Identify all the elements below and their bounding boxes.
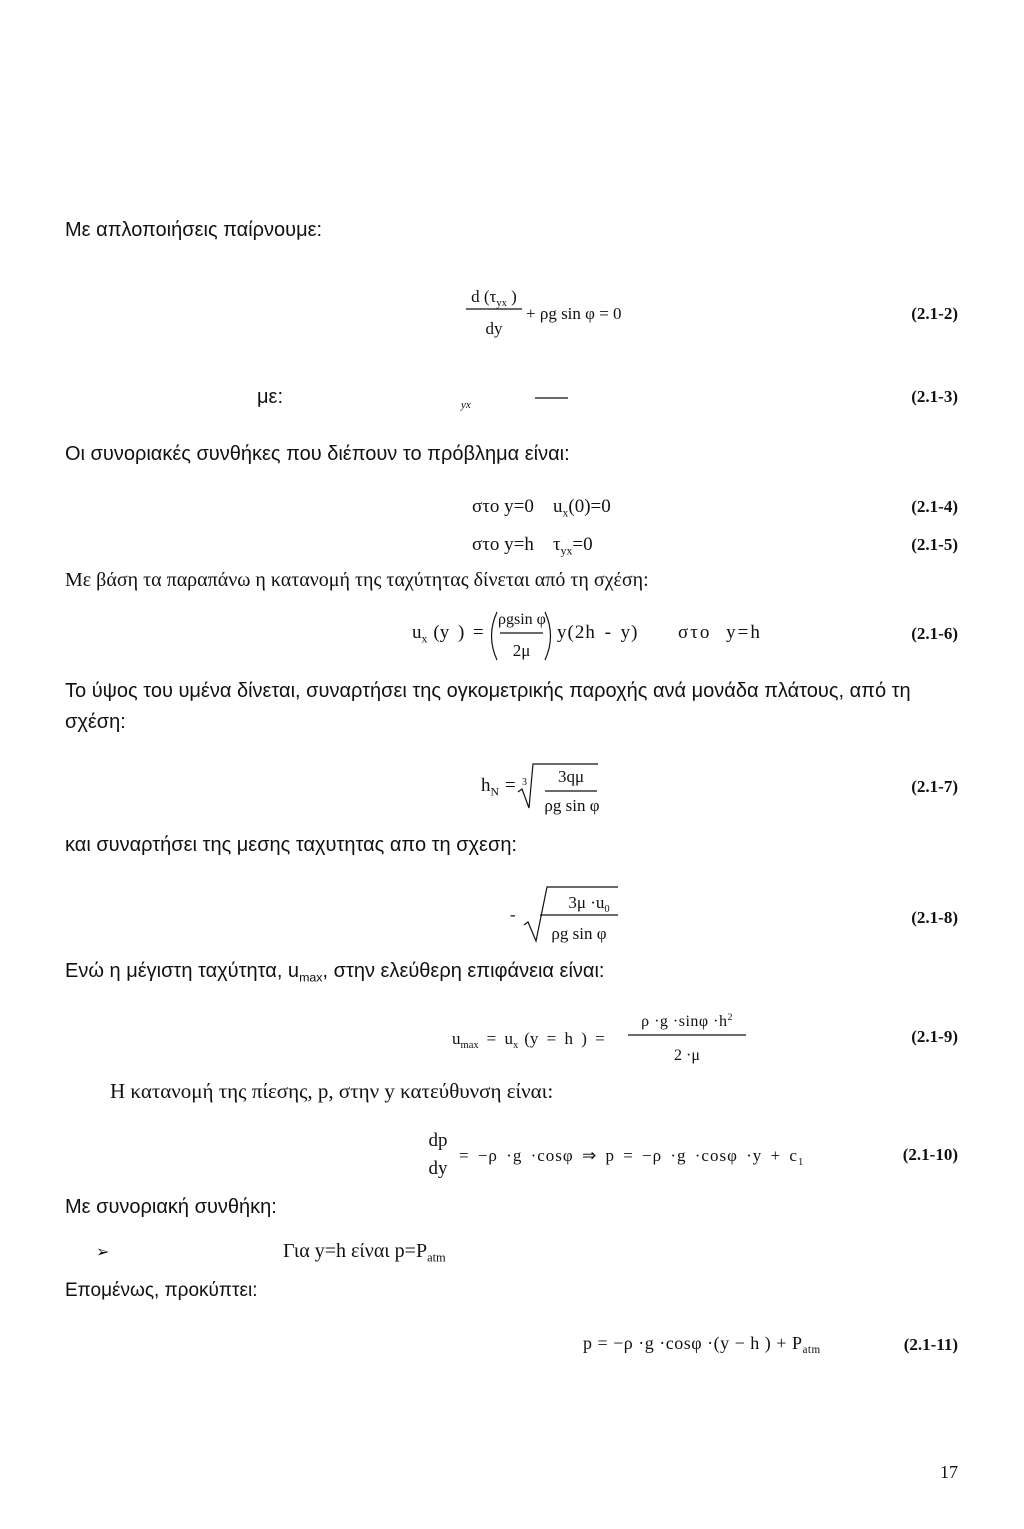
- eq-2-1-6-numerator: ρgsin φ: [498, 611, 546, 628]
- eq-2-1-11-rest: p = −ρ ·g ·cosφ ·(y − h ) + P: [583, 1333, 803, 1353]
- eq-2-1-6-sub: x: [421, 632, 428, 646]
- eq-2-1-4-label: (2.1-4): [911, 497, 958, 516]
- eq-2-1-2-numerator: [460, 288, 528, 310]
- eq-2-1-9-u: u: [452, 1029, 461, 1048]
- boundary-condition-item: [283, 1241, 446, 1264]
- eq-2-1-5-expression: [553, 535, 593, 557]
- eq-2-1-4-rhs: (0)=0: [568, 496, 611, 517]
- eq-2-1-8-label: (2.1-8): [911, 908, 958, 927]
- bc-item-sub: atm: [427, 1250, 446, 1265]
- max-velocity-pre: Ενώ η μέγιστη ταχύτητα, u: [65, 960, 300, 982]
- eq-2-1-6-where: στο y=h: [678, 622, 762, 643]
- eq-2-1-2-num-pre: d (τ: [471, 287, 497, 306]
- bc-item-pre: Για y=h είναι p=P: [283, 1240, 428, 1262]
- eq-2-1-9-arg: (y = h ) =: [524, 1029, 605, 1048]
- with-text: με:: [257, 386, 283, 408]
- eq-2-1-9-denominator: 2 ·μ: [674, 1047, 700, 1064]
- max-velocity-post: , στην ελεύθερη επιφάνεια είναι:: [322, 960, 605, 982]
- eq-2-1-6-lhs-row: [412, 623, 484, 645]
- eq-2-1-6-denominator: 2μ: [512, 641, 531, 660]
- eq-2-1-5-sub: yx: [560, 544, 573, 558]
- eq-2-1-8-num: 3μ ·u: [568, 893, 605, 912]
- eq-2-1-4-expression: [553, 497, 611, 519]
- eq-2-1-9-lhs-row: [452, 1030, 605, 1052]
- eq-2-1-6-label: (2.1-6): [911, 624, 958, 643]
- eq-2-1-7-numerator: 3qμ: [557, 767, 585, 786]
- film-height-text-line-2: σχέση:: [65, 711, 126, 733]
- eq-2-1-8-denominator: ρg sin φ: [551, 924, 607, 943]
- eq-2-1-8-num-sub: 0: [604, 904, 610, 915]
- eq-2-1-6-lhs: u: [412, 622, 422, 643]
- eq-2-1-9-eq1: = u: [486, 1029, 513, 1048]
- eq-2-1-9-u-sub: max: [460, 1040, 479, 1051]
- eq-2-1-7-equals: =: [505, 775, 516, 796]
- eq-2-1-4-lhs: u: [553, 496, 563, 517]
- eq-2-1-7-label: (2.1-7): [911, 777, 958, 796]
- eq-2-1-9-label: (2.1-9): [911, 1027, 958, 1046]
- eq-2-1-7-lhs-row: [481, 776, 516, 798]
- eq-2-1-7-lhs: h: [481, 775, 491, 796]
- eq-2-1-3-label: (2.1-3): [911, 387, 958, 406]
- eq-2-1-2-rest: + ρg sin φ = 0: [526, 304, 622, 323]
- eq-2-1-8-sign: -: [510, 905, 516, 924]
- eq-2-1-2-num-sub: yx: [496, 298, 507, 309]
- eq-2-1-5-where: στο y=h: [472, 534, 534, 555]
- pressure-distribution-text: Η κατανομή της πίεσης, p, στην y κατεύθυνση είναι:: [110, 1079, 554, 1103]
- eq-2-1-2-denominator: dy: [485, 319, 503, 338]
- boundary-conditions-text: Οι συνοριακές συνθήκες που διέπουν το πρόβλημα είναι:: [65, 443, 570, 465]
- eq-2-1-2-label: (2.1-2): [911, 304, 958, 323]
- eq-2-1-9-x-sub: x: [512, 1040, 519, 1051]
- eq-2-1-9-num: ρ ·g ·sinφ ·h: [641, 1012, 728, 1030]
- velocity-distribution-text: Με βάση τα παραπάνω η κατανομή της ταχύτητας δίνεται από τη σχέση:: [65, 569, 649, 591]
- eq-2-1-6-rest: y(2h - y): [557, 622, 639, 643]
- eq-2-1-11-sub: atm: [802, 1344, 821, 1357]
- page-number: 17: [940, 1462, 958, 1482]
- boundary-condition-text: Με συνοριακή συνθήκη:: [65, 1196, 277, 1218]
- film-height-text-line-1: Το ύψος του υμένα δίνεται, συναρτήσει της ογκομετρικής παροχής ανά μονάδα πλάτους, από τη: [65, 680, 911, 702]
- eq-2-1-10-rest: = −ρ ·g ·cosφ ⇒ p = −ρ ·g ·cosφ ·y + c: [459, 1146, 798, 1165]
- eq-2-1-3-subscript: yx: [461, 399, 471, 411]
- intro-text: Με απλοποιήσεις παίρνουμε:: [65, 219, 323, 241]
- eq-2-1-7-sub: N: [490, 785, 499, 799]
- eq-2-1-10-numerator: dp: [428, 1130, 448, 1151]
- eq-2-1-10-rest-row: [459, 1147, 804, 1169]
- eq-2-1-5-label: (2.1-5): [911, 535, 958, 554]
- eq-2-1-11-row: [583, 1334, 821, 1356]
- eq-2-1-8-numerator: [556, 894, 622, 916]
- eq-2-1-10-sub: 1: [797, 1157, 805, 1168]
- eq-2-1-2-num-post: ): [506, 287, 517, 306]
- eq-2-1-5-lhs: τ: [553, 534, 561, 555]
- eq-2-1-7-root-index: 3: [522, 777, 527, 788]
- eq-2-1-7-denominator: ρg sin φ: [544, 796, 600, 815]
- eq-2-1-9-num-sup: 2: [727, 1012, 733, 1023]
- eq-2-1-9-numerator: [628, 1013, 746, 1030]
- therefore-text: Επομένως, προκύπτει:: [65, 1280, 258, 1301]
- eq-2-1-10-label: (2.1-10): [902, 1145, 958, 1164]
- eq-2-1-10-denominator: dy: [428, 1158, 448, 1179]
- eq-2-1-11-label: (2.1-11): [903, 1335, 958, 1354]
- eq-2-1-6-left-paren: [492, 612, 498, 660]
- bullet-arrow-icon: ➢: [96, 1242, 110, 1261]
- mean-velocity-text: και συναρτήσει της μεσης ταχυτητας απο τη σχεση:: [65, 834, 517, 856]
- max-velocity-text: [65, 961, 604, 984]
- eq-2-1-4-sub: x: [562, 506, 569, 520]
- eq-2-1-4-where: στο y=0: [472, 496, 534, 517]
- max-velocity-sub: max: [299, 970, 323, 985]
- eq-2-1-6-arg: (y ) =: [433, 622, 484, 643]
- eq-2-1-5-rhs: =0: [572, 534, 593, 555]
